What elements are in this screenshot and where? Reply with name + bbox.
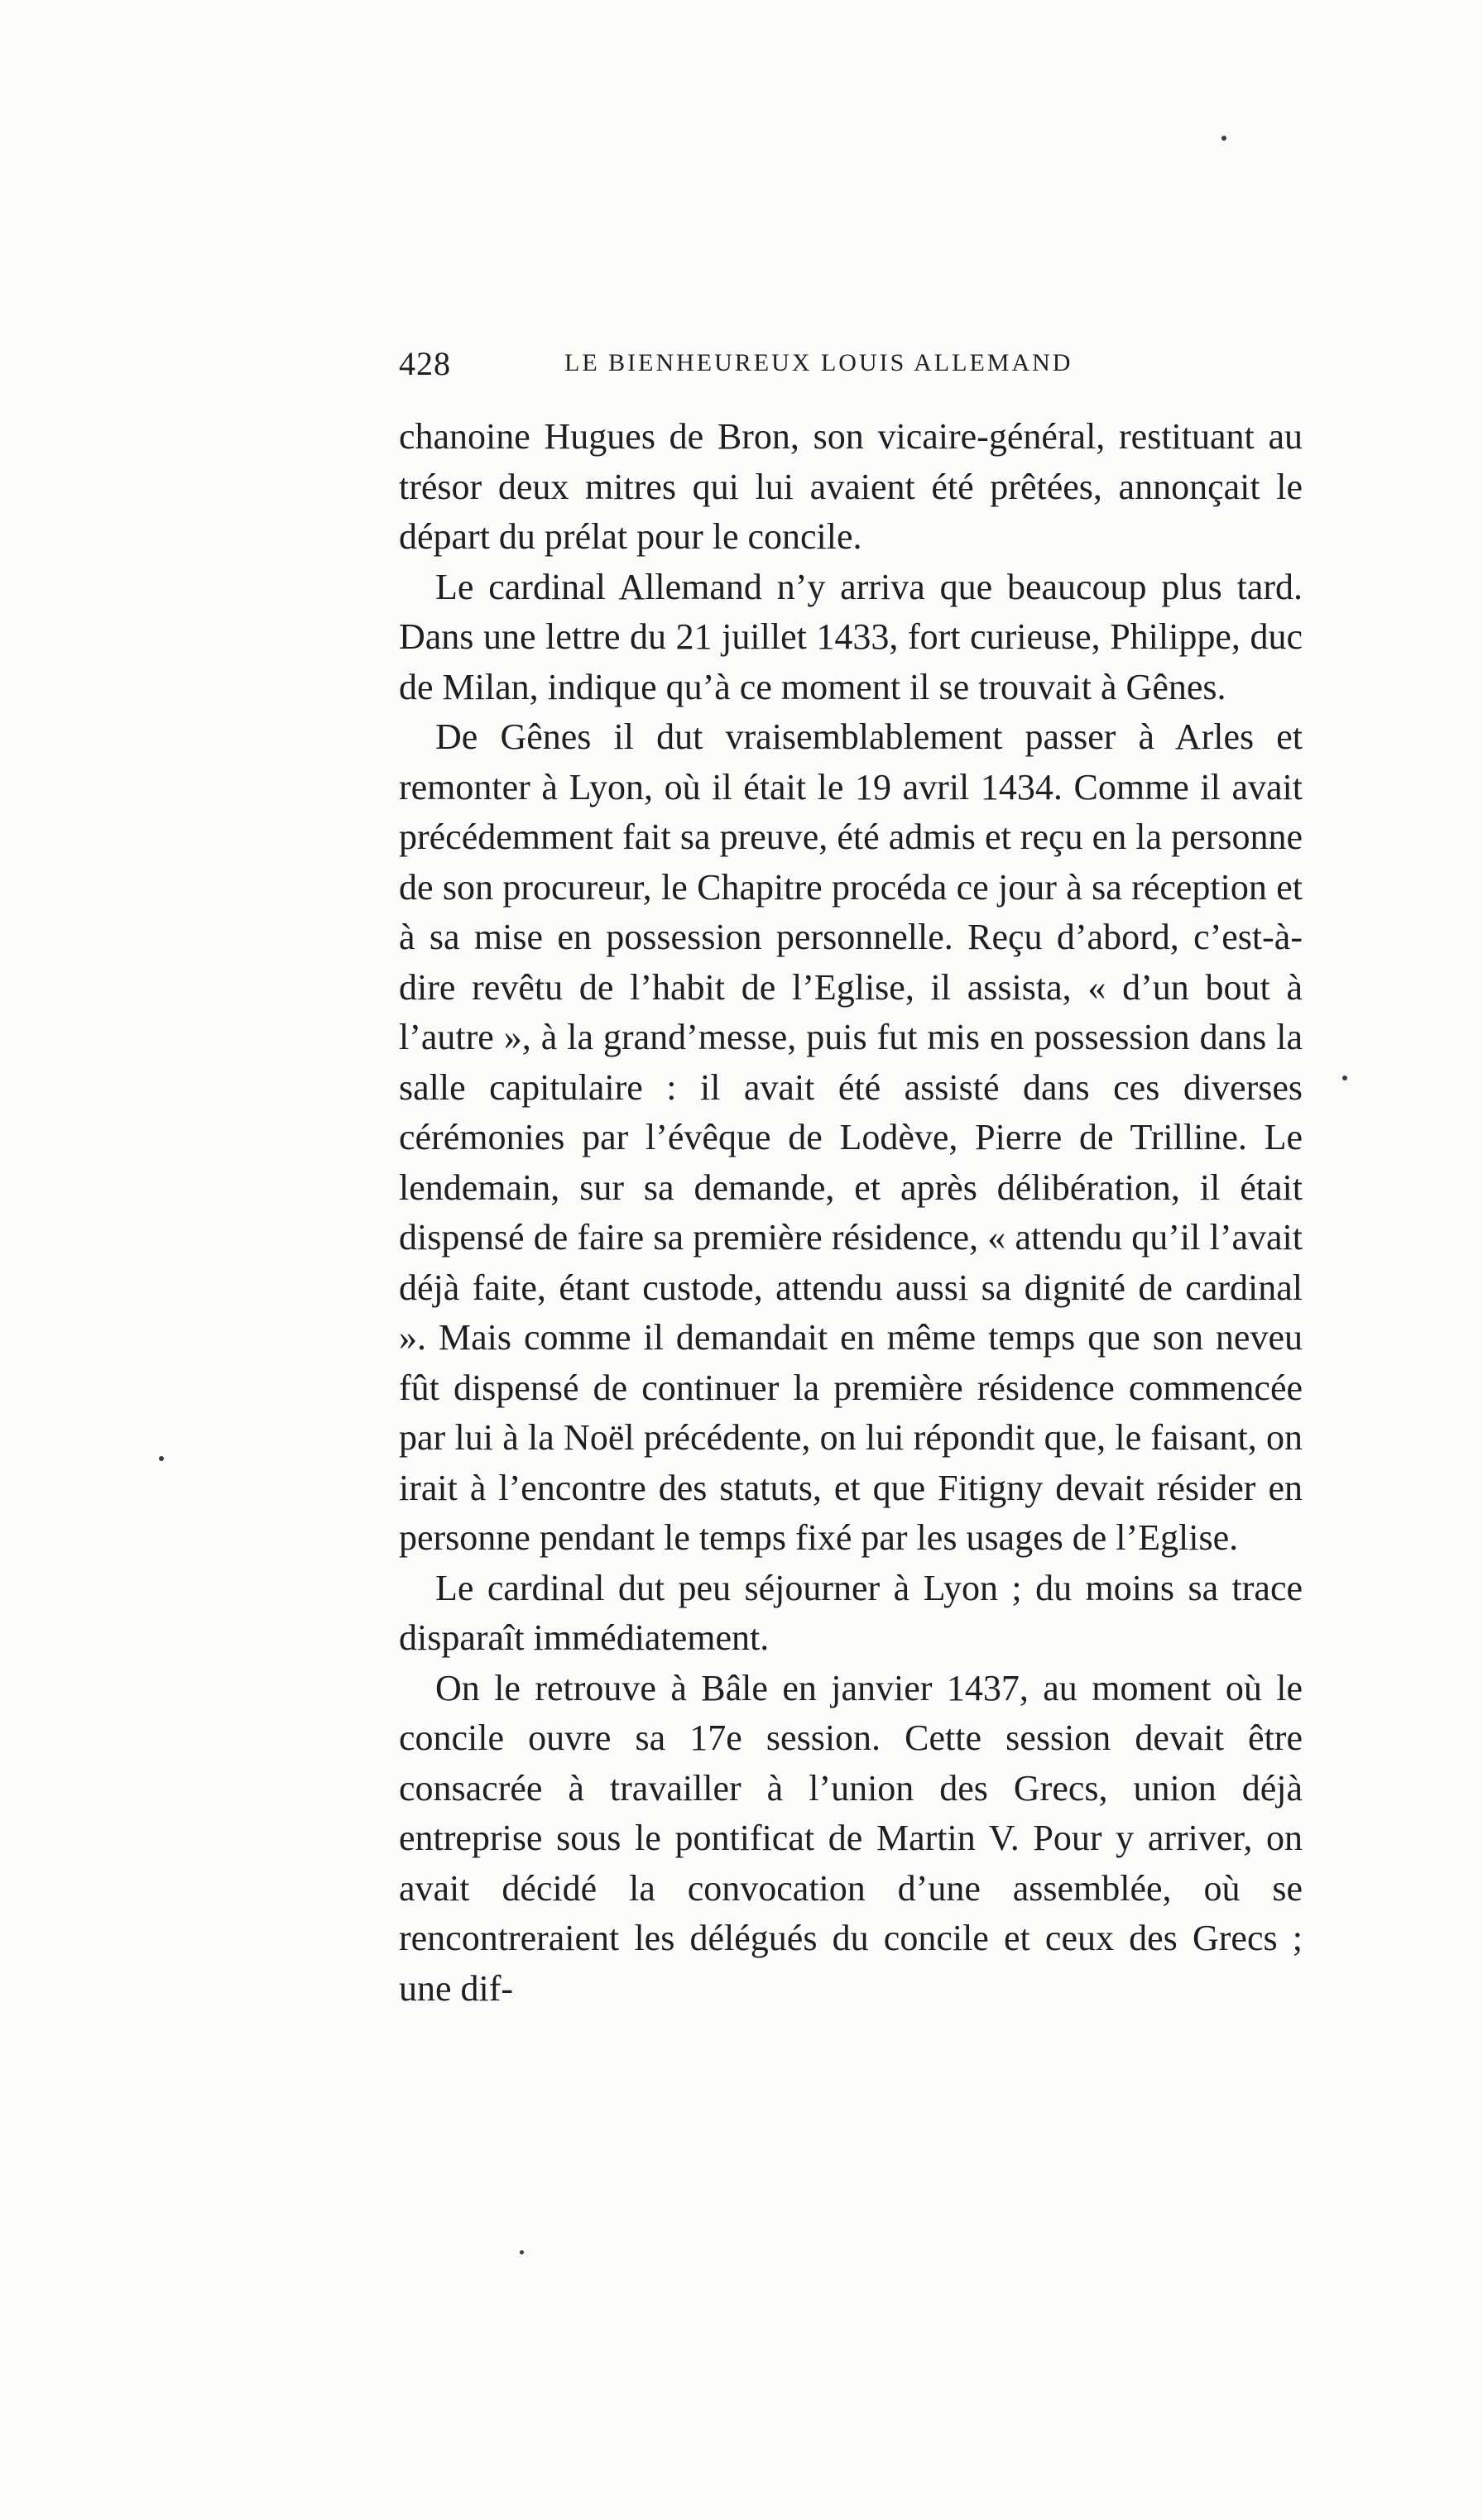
paragraph-3: De Gênes il dut vraisemblablement passer à Arles et remonter à Lyon, où il était le 19 avril 1434. Comme il avait précédemment fait sa preuve, été admis et reçu en la personne de son procureur, le Chapitre procéda ce jour à sa réception et à sa mise en possession personnelle. Reçu d’abord, c’est-à-dire revêtu de l’habit de l’Eglise, il assista, « d’un bout à l’autre », à la grand’messe, puis fut mis en possession dans la salle capitulaire : il avait été assisté dans ces diverses cérémonies par l’évêque de Lodève, Pierre de Trilline. Le lendemain, sur sa demande, et après délibération, il était dispensé de faire sa première résidence, « attendu qu’il l’avait déjà faite, étant custode, attendu aussi sa dignité de cardinal ». Mais comme il demandait en même temps que son neveu fût dispensé de continuer la première résidence commencée par lui à la Noël précédente, on lui répondit que, le faisant, on irait à l’encontre des statuts, et que Fitigny devait résider en personne pendant le temps fixé par les usages de l’Eglise. xyxy=(399,716,1303,1558)
paragraph-5: On le retrouve à Bâle en janvier 1437, au moment où le concile ouvre sa 17e session. Cette session devait être consacrée à travailler à l’union des Grecs, union déjà entreprise sous le pontificat de Martin V. Pour y arriver, on avait décidé la convocation d’une assemblée, où se rencontreraient les délégués du concile et ceux des Grecs ; une dif- xyxy=(399,1667,1303,2009)
scan-speck xyxy=(1221,136,1226,141)
paragraph-1: chanoine Hugues de Bron, son vicaire-général, restituant au trésor deux mitres qui lui avaient été prêtées, annonçait le départ du prélat pour le concile. xyxy=(399,416,1303,557)
body-text xyxy=(399,412,1303,2014)
scan-speck xyxy=(159,1456,164,1461)
page-number: 428 xyxy=(399,345,451,382)
page-header xyxy=(399,338,1309,387)
scan-speck xyxy=(1342,1076,1347,1080)
running-title: LE BIENHEUREUX LOUIS ALLEMAND xyxy=(564,349,1073,376)
paragraph-2: Le cardinal Allemand n’y arriva que beaucoup plus tard. Dans une lettre du 21 juillet 1433, fort curieuse, Philippe, duc de Milan, indique qu’à ce moment il se trouvait à Gênes. xyxy=(399,566,1303,707)
paragraph-4: Le cardinal dut peu séjourner à Lyon ; du moins sa trace disparaît immédiatement. xyxy=(399,1567,1303,1658)
scan-speck xyxy=(520,2250,524,2254)
